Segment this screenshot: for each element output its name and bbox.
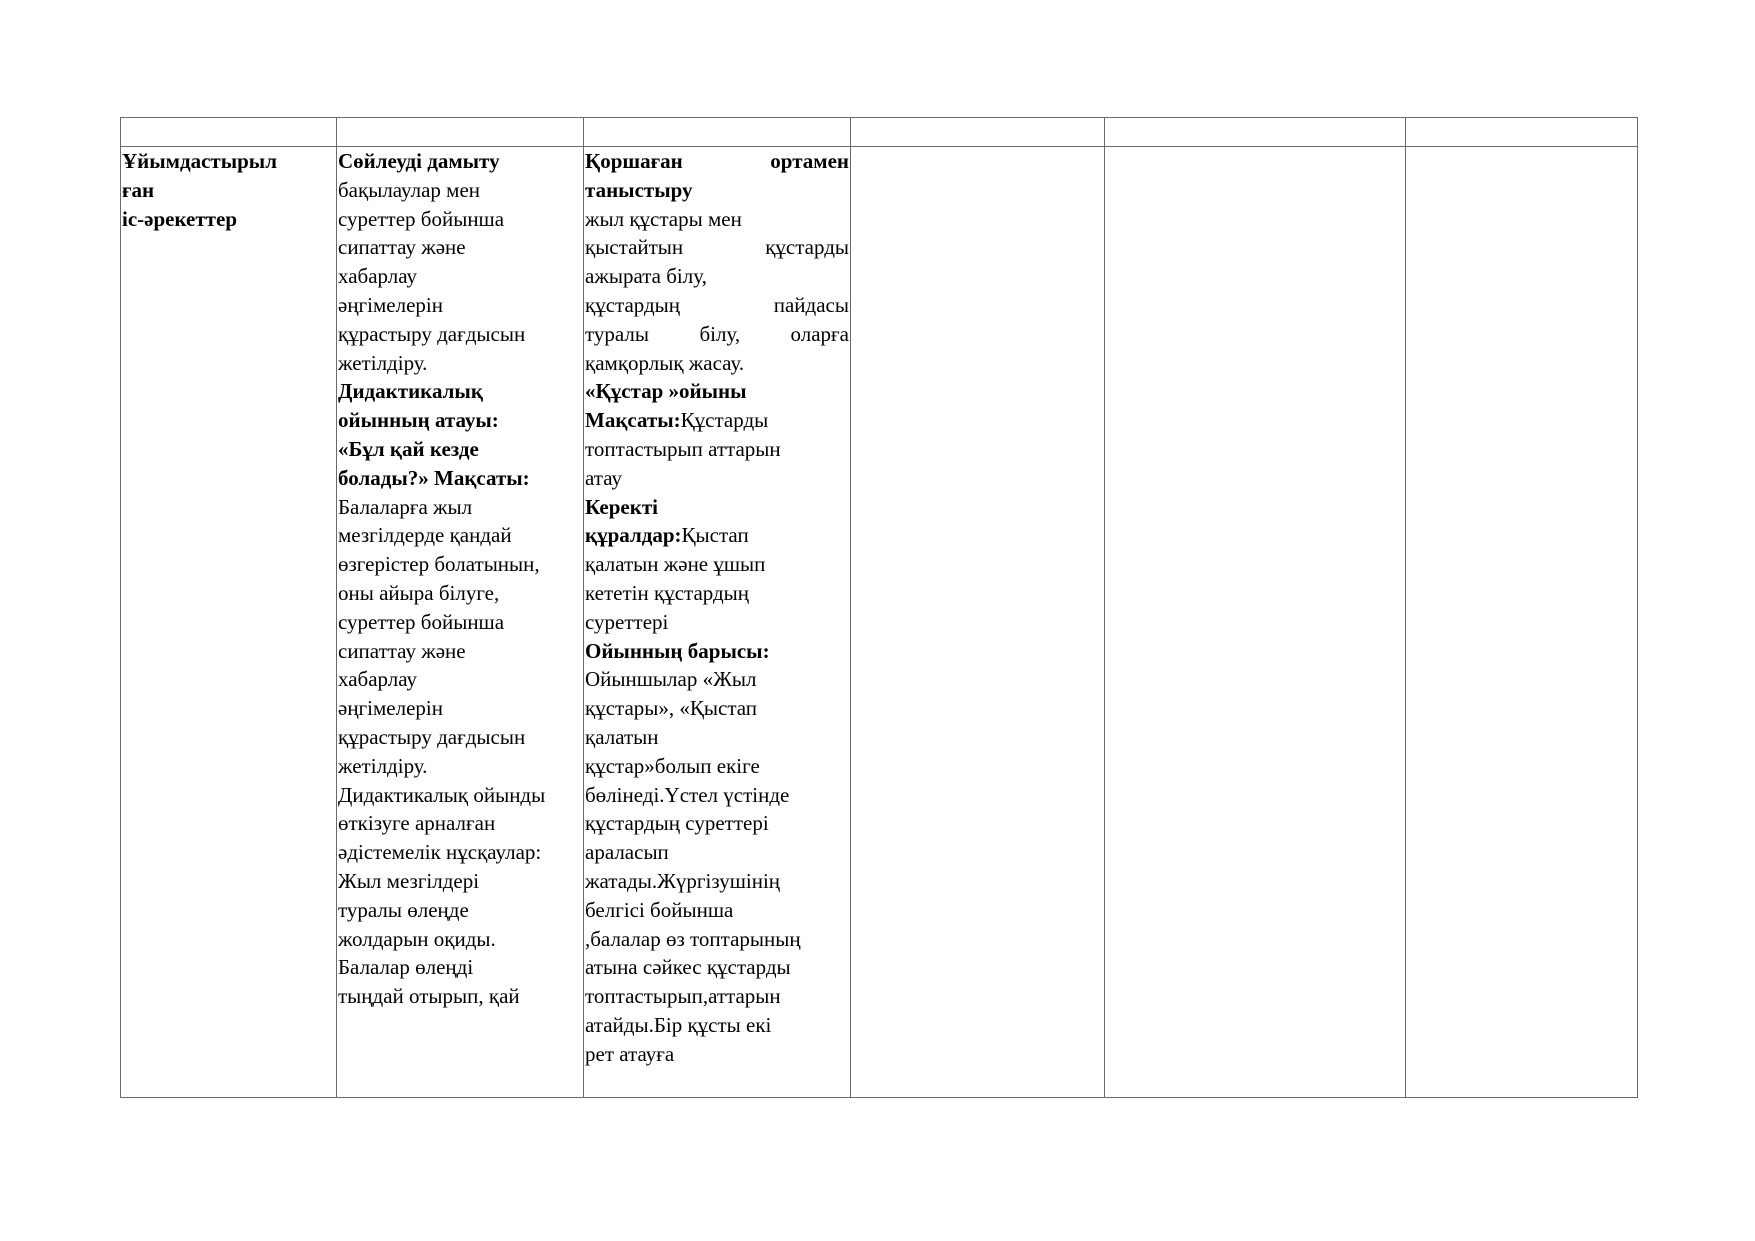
text-line: қалатын және ұшып xyxy=(585,552,766,577)
text-line: жолдарын оқиды. xyxy=(338,926,496,951)
text-line: хабарлау xyxy=(338,667,418,692)
text-line: топтастырып аттарын xyxy=(585,436,781,461)
speech-title: Сөйлеуді дамыту xyxy=(338,149,500,173)
text-line: суреттер бойынша xyxy=(338,609,505,634)
text-line: өткізуге арналған xyxy=(338,811,496,836)
game-heading-line: болады?» Мақсаты: xyxy=(338,465,530,490)
game-heading-line: ойынның атауы: xyxy=(338,408,499,433)
text-line: оны айыра білуге, xyxy=(338,580,500,605)
text-line: құстары», «Қыстап xyxy=(585,696,758,721)
text-line: туралы білу, оларға xyxy=(585,321,849,346)
text-line: Дидактикалық ойынды xyxy=(338,782,546,807)
header-cell-5 xyxy=(1105,118,1406,147)
row-label-line: іс-әрекеттер xyxy=(122,206,237,231)
text-line: Ойыншылар «Жыл xyxy=(585,667,757,692)
text-line: рет атауға xyxy=(585,1041,675,1066)
tools-text: Қыстап xyxy=(681,523,749,548)
text-line: бақылаулар мен xyxy=(338,177,481,202)
text-line: суреттер бойынша xyxy=(338,206,505,231)
text-line: құстардың пайдасы xyxy=(585,292,849,317)
text-line: жатады.Жүргізушінің xyxy=(585,868,781,893)
text-line: құстардың суреттері xyxy=(585,811,769,836)
text-line: әдістемелік нұсқаулар: xyxy=(338,840,542,865)
header-cell-1 xyxy=(121,118,337,147)
game-title: «Құстар »ойыны xyxy=(585,379,747,404)
environment-title: таныстыру xyxy=(585,177,693,202)
plan-table xyxy=(120,117,1638,1098)
text-line: жыл құстары мен xyxy=(585,206,742,231)
header-cell-6 xyxy=(1406,118,1638,147)
row-label-line: Ұйымдастырыл xyxy=(122,149,277,173)
text-line: атау xyxy=(585,465,622,490)
text-line: туралы өлеңде xyxy=(338,897,469,922)
text-line: мезгілдерде қандай xyxy=(338,523,512,548)
header-cell-4 xyxy=(851,118,1105,147)
aim-text: Құстарды xyxy=(680,408,769,433)
text-line: атайды.Бір құсты екі xyxy=(585,1012,772,1037)
activities-row xyxy=(121,147,1638,1098)
text-line: жетілдіру. xyxy=(338,753,428,778)
text-line: тыңдай отырып, қай xyxy=(338,984,520,1009)
text-line: Балалар өлеңді xyxy=(338,955,474,980)
text-line: жетілдіру. xyxy=(338,350,428,375)
progress-label: Ойынның барысы: xyxy=(585,638,770,663)
empty-cell-6 xyxy=(1406,147,1638,1098)
text-line: суреттері xyxy=(585,609,669,634)
text-line: араласып xyxy=(585,840,669,865)
text-line: Жыл мезгілдері xyxy=(338,868,480,893)
header-cell-3 xyxy=(584,118,851,147)
aim-label: Мақсаты: xyxy=(585,408,681,433)
tools-label: Керекті xyxy=(585,494,658,519)
text-line: өзгерістер болатынын, xyxy=(338,552,540,577)
text-line: қамқорлық жасау. xyxy=(585,350,745,375)
text-line: сипаттау және xyxy=(338,638,466,663)
text-line: атына сәйкес құстарды xyxy=(585,955,791,980)
text-line: қалатын xyxy=(585,724,659,749)
tools-label: құралдар: xyxy=(585,523,682,548)
speech-development-cell xyxy=(337,147,584,1098)
text-line: ажырата білу, xyxy=(585,264,707,289)
text-line: қыстайтын құстарды xyxy=(585,235,849,260)
empty-cell-5 xyxy=(1105,147,1406,1098)
row-label-cell xyxy=(121,147,337,1098)
text-line: бөлінеді.Үстел үстінде xyxy=(585,782,790,807)
environment-cell xyxy=(584,147,851,1098)
row-label-line: ған xyxy=(122,177,155,202)
text-line: әңгімелерін xyxy=(338,292,443,317)
text-line: белгісі бойынша xyxy=(585,897,734,922)
text-line: ,балалар өз топтарының xyxy=(585,926,801,951)
game-heading-line: Дидактикалық xyxy=(338,379,483,404)
tools-line xyxy=(585,521,849,550)
text-line: топтастырып,аттарын xyxy=(585,984,781,1009)
text-line: құрастыру дағдысын xyxy=(338,321,526,346)
empty-cell-4 xyxy=(851,147,1105,1098)
text-line: кететін құстардың xyxy=(585,580,750,605)
table-header-row xyxy=(121,118,1638,147)
text-line: хабарлау xyxy=(338,264,418,289)
header-cell-2 xyxy=(337,118,584,147)
aim-line xyxy=(585,406,849,435)
text-line: құрастыру дағдысын xyxy=(338,724,526,749)
text-line: әңгімелерін xyxy=(338,696,443,721)
text-line: сипаттау және xyxy=(338,235,466,260)
text-line: құстар»болып екіге xyxy=(585,753,760,778)
environment-title: Қоршаған ортамен xyxy=(585,149,849,173)
text-line: Балаларға жыл xyxy=(338,494,473,519)
game-heading-line: «Бұл қай кезде xyxy=(338,436,479,461)
